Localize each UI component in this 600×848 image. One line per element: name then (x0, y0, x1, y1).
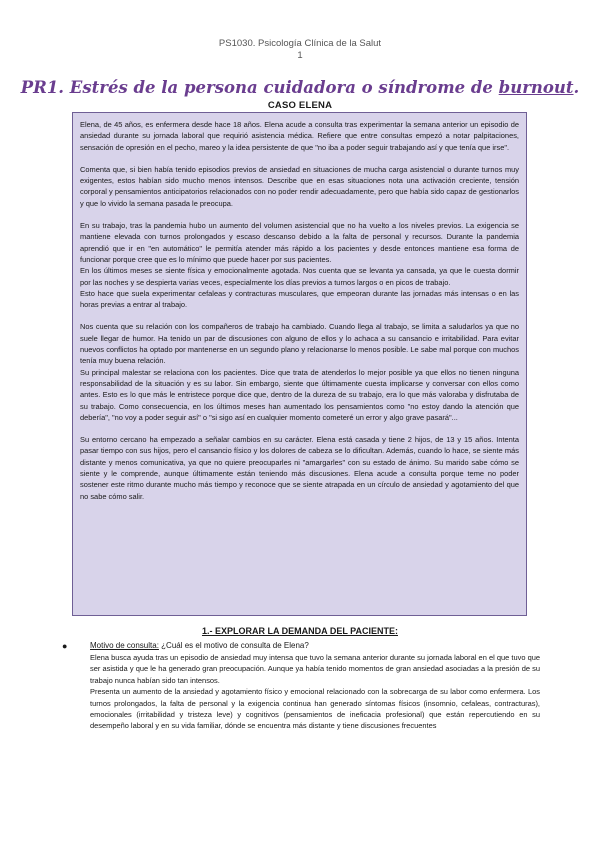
case-box (72, 112, 527, 616)
case-paragraph: En los últimos meses se siente física y emocionalmente agotada. Nos cuenta que se levanta ya cansada, ya que le cuesta dormir por las noches y se despierta varias veces, especialmente los días previos a turnos largos o en picos de trabajo. (80, 266, 519, 287)
section-title: 1.- EXPLORAR LA DEMANDA DEL PACIENTE: (201, 626, 398, 636)
case-paragraph: Elena, de 45 años, es enfermera desde hace 18 años. Elena acude a consulta tras experimentar la semana anterior un episodio de ansiedad durante su jornada laboral que requirió asistencia médica. Refiere que entre consultas empezó a notar palpitaciones, sensación de opresión en el pecho, mareo y la idea persistente de que "no iba a poder seguir trabajando así y que tenía que irse". (80, 120, 519, 152)
title-underlined: burnout (498, 78, 574, 97)
bullet-heading (90, 640, 540, 652)
case-paragraph: Nos cuenta que su relación con los compañeros de trabajo ha cambiado. Cuando llega al trabajo, se limita a saludarlos ya que no suele llegar de humor. Ha tenido un par de discusiones con alguno de ellos y lo achaca a su cansancio e irritabilidad. Para evitar nuevos conflictos ha optado por mantenerse en un segundo plano y relacionarse lo menos posible. Le sabe mal porque con muchos tenía muy buena relación. (80, 322, 519, 366)
answer-paragraph: Presenta un aumento de la ansiedad y agotamiento físico y emocional relacionado con la sobrecarga de su labor como enfermera. Los turnos prolongados, la falta de personal y la exigencia continua han generado síntomas físicos (insomnio, cefaleas, contracturas), emocionales (irritabilidad y tristeza leve) y cognitivos (pensamientos de ineficacia profesional) que están repercutiendo en su desempeño laboral y en su vida familiar, dónde se encuentra más distante y tiene discusiones frecuentes (90, 687, 540, 731)
document-title (0, 78, 600, 97)
case-paragraph: Comenta que, si bien había tenido episodios previos de ansiedad en situaciones de mucha carga asistencial o durante turnos muy exigentes, estos habían sido mucho menos intensos. Describe que en esas situaciones nota una activación creciente, tensión corporal y pensamientos anticipatorios relacionados con no poder rendir adecuadamente, pero que había sido capaz de gestionarlos y que lo vivido la semana pasada le preocupa. (80, 164, 519, 208)
case-paragraph: En su trabajo, tras la pandemia hubo un aumento del volumen asistencial que no ha vuelto a los niveles previos. La exigencia se mantiene elevada con turnos prolongados y escaso descanso debido a la falta de personal y recursos. Durante la pandemia aprendió que ir en "en automático" le permitía atender más rápido a los pacientes y desde entonces mantiene esa forma de funcionar porque cree que es lo mínimo que puede hacer por sus pacientes. (80, 221, 519, 264)
bullet-dot-icon: ● (62, 641, 68, 651)
title-main: PR1. Estrés de la persona cuidadora o síndrome de (20, 78, 499, 97)
case-paragraph: Su principal malestar se relaciona con los pacientes. Dice que trata de atenderlos lo mejor posible ya que ellos no tienen ninguna responsabilidad de la situación y es su labor. Sin embargo, siente que últimamente cuesta implicarse y conversar con ellos como antes. Esto es lo que más le entristece porque dice que, dentro de la dureza de su trabajo, era lo que más valoraba y disfrutaba de su trabajo. Como consecuencia, en los últimos meses han aumentado los pensamientos como "no estoy dando la atención que debería", "no voy a poder seguir así" o "si sigo así en cualquier momento cometeré un error y algo grave pasará"... (80, 367, 519, 422)
course-name: PS1030. Psicología Clínica de la Salut (218, 38, 382, 49)
page-number: 1 (297, 50, 303, 61)
bullet-content (90, 640, 540, 732)
case-heading: CASO ELENA (267, 100, 333, 111)
bullet-item (62, 640, 540, 732)
answer-paragraph: Elena busca ayuda tras un episodio de ansiedad muy intensa que tuvo la semana anterior durante su jornada laboral en el que tuvo que ser asistida y que le ha generado gran preocupación. Aunque ya había tenido momentos de gran ansiedad asociadas a la presión de su trabajo nunca habían sido tan intensos. (90, 653, 540, 685)
case-paragraph: Esto hace que suela experimentar cefaleas y contracturas musculares, que empeoran durante las jornadas más intensas o en las horas previas a entrar al trabajo. (80, 288, 519, 310)
bullet-label: Motivo de consulta: (90, 641, 159, 650)
case-paragraph: Su entorno cercano ha empezado a señalar cambios en su carácter. Elena está casada y tiene 2 hijos, de 13 y 15 años. Intenta pasar tiempo con sus hijos, pero el cansancio físico y los dolores de cabeza se lo dificultan. Además, cuando lo hace, se siente más distante y menos comunicativa, ya que no quiere preocuparles ni "amargarles" con su estado de ánimo. Su marido sabe cómo se siente y le comprende, aunque últimamente están teniendo más discusiones. Elena acude a consulta porque teme no poder sostener este ritmo durante mucho más tiempo y reconoce que se siente atrapada en un círculo de ansiedad y agotamiento del que no sabe cómo salir. (80, 435, 519, 501)
title-end: . (573, 78, 580, 97)
bullet-question: ¿Cuál es el motivo de consulta de Elena? (158, 641, 309, 650)
page-header (0, 38, 600, 62)
